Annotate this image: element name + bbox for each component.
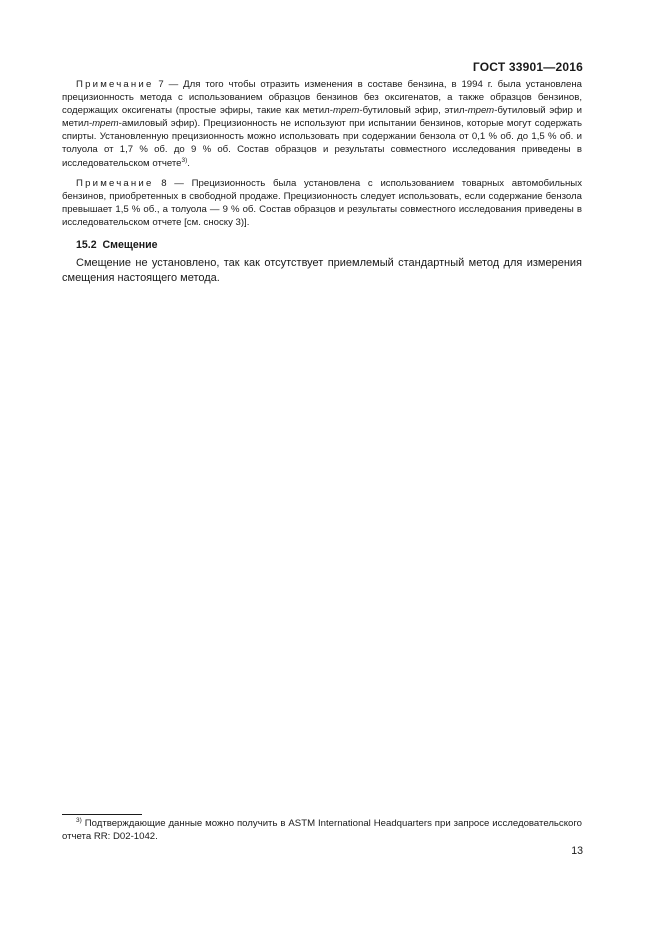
note-8 xyxy=(62,177,582,229)
note-7-text-end: . xyxy=(187,157,190,169)
standard-code-header: ГОСТ 33901—2016 xyxy=(472,60,583,74)
note-8-text: 8 — Прецизионность была установлена с использованием товарных автомобильных бензинов, приобретенных в свободной продаже. Прецизионность следует использовать, если содержание бензола превышает 1,5 % об., а толуола — 9 % об. Состав образцов и результаты совместного исследования приведены в исследовательском отчете [см. сноску 3)]. xyxy=(62,177,582,228)
footnote-reference[interactable]: 3) xyxy=(181,156,188,164)
note-7 xyxy=(62,78,582,170)
section-number: 15.2 xyxy=(76,239,97,252)
section-body: Смещение не установлено, так как отсутствует приемлемый стандартный метод для измерения смещения настоящего метода. xyxy=(62,257,582,285)
page-content xyxy=(62,78,582,286)
note-8-label: Примечание xyxy=(76,177,154,189)
note-7-text-a: 7 — Для того чтобы отразить изменения в составе бензина, в 1994 г. была установлена прецизионность метода с использованием образцов бензинов без оксигенатов, а также образцов бензинов, содержащих оксигенаты (простые эфиры, такие как метил- xyxy=(62,79,582,117)
footnote-marker: 3) xyxy=(76,817,82,824)
note-7-italic-2: трет xyxy=(467,105,495,117)
note-7-text-d: -амиловый эфир). Прецизионность не используют при испытании бензинов, которые могут содержать спирты. Установленную прецизионность можно использовать при содержании бензола от 0,1 % об. до 1,5 % об. и толуола от 1,7 % об. до 9 % об. Состав образцов и результаты совместного исследования приведены в исследовательском отчете xyxy=(62,118,582,169)
footnote xyxy=(62,817,582,843)
note-7-label: Примечание xyxy=(76,79,154,90)
section-heading xyxy=(76,239,582,251)
note-7-text-b: -бутиловый эфир, этил- xyxy=(359,105,468,117)
footnote-text: Подтверждающие данные можно получить в ASTM International Headquarters при запросе исследовательского отчета RR: D02-1042. xyxy=(62,818,582,842)
note-7-italic-1: трет xyxy=(332,105,360,117)
footnote-divider xyxy=(62,814,142,815)
page-number: 13 xyxy=(571,845,583,857)
note-7-text-c: -бутиловый эфир и метил- xyxy=(62,105,582,130)
note-7-italic-3: трет xyxy=(92,118,119,130)
section-title: Смещение xyxy=(102,239,158,252)
